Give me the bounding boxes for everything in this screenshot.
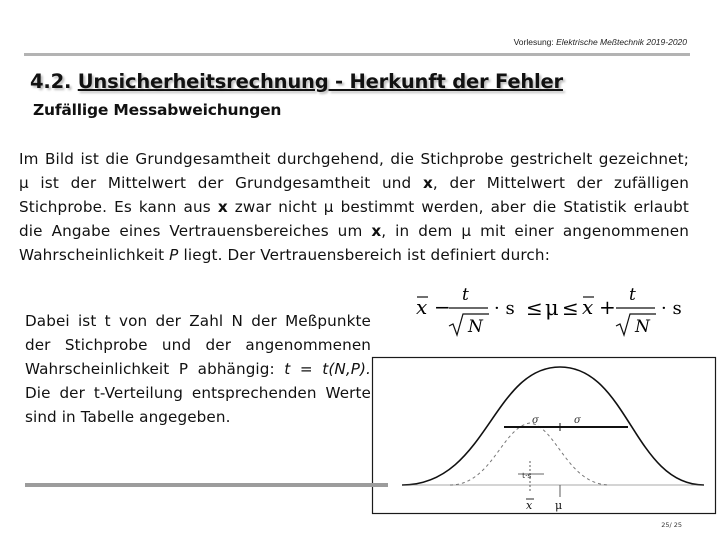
bottom-divider [25,483,388,487]
p1-x-2: x [217,198,228,216]
mu-axis-label: μ [555,499,563,512]
confidence-interval-formula [412,281,682,339]
p1-text-2: , der Mittelwert der zufälligen Stichprobe. Es kann aus [19,174,690,216]
formula-xbar-left: x [416,295,428,319]
t-distribution-paragraph [25,309,371,429]
figure-frame [373,358,716,514]
p2-text-1: Dabei ist t von der Zahl N der Meßpunkte der Stichprobe und der angenommenen Wahrscheinlichkeit P abhängig: [25,312,371,378]
formula-minus: − [434,295,451,319]
formula-leq-left: ≤ [526,296,543,320]
formula-n-left: N [468,317,483,337]
formula-n-right: N [635,317,650,337]
formula-leq-right: ≤ [562,296,579,320]
formula-plus: + [599,295,616,319]
sigma-right-label: σ [574,415,581,426]
section-number: 4.2. [30,70,78,93]
formula-t-right: t [629,285,636,305]
p2-text-2: Die der t-Verteilung entsprechenden Werte sind in Tabelle angegeben. [25,384,371,426]
header-course-line [514,37,687,47]
distribution-figure [372,357,716,514]
p1-text-5: liegt. Der Vertrauensbereich ist definiert durch: [178,246,550,264]
header-divider [24,53,690,56]
xbar-axis-label: x [526,499,533,512]
p1-text-3: zwar nicht μ bestimmt werden, aber die Statistik erlaubt die Angabe eines Vertrauensbereiches um [19,198,689,240]
p1-text-4: , in dem μ mit einer angenommenen Wahrscheinlichkeit [19,222,690,264]
page-title [30,70,563,93]
sigma-left-label: σ [532,415,539,426]
formula-s-right: · s [661,298,682,319]
header-course: Elektrische Meßtechnik 2019-2020 [556,37,687,47]
formula-s-left: · s [494,298,515,319]
section-title: Unsicherheitsrechnung - Herkunft der Fehler [77,70,563,93]
header-prefix: Vorlesung: [513,37,557,47]
page-number: 25/ 25 [661,521,682,529]
formula-t-left: t [462,285,469,305]
p1-x-3: x [371,222,382,240]
formula-xbar-right: x [582,295,594,319]
subtitle: Zufällige Messabweichungen [33,101,282,119]
p1-p: P [169,246,179,264]
p1-x-1: x [422,174,433,192]
formula-mu: μ [545,296,559,320]
ts-label: t·s [522,471,532,480]
p1-text-1: Im Bild ist die Grundgesamtheit durchgehend, die Stichprobe gestrichelt gezeichnet; μ ist der Mittelwert der Grundgesamtheit und [19,150,689,192]
p2-formula: t = t(N,P). [284,360,371,378]
explanation-paragraph [19,147,689,267]
